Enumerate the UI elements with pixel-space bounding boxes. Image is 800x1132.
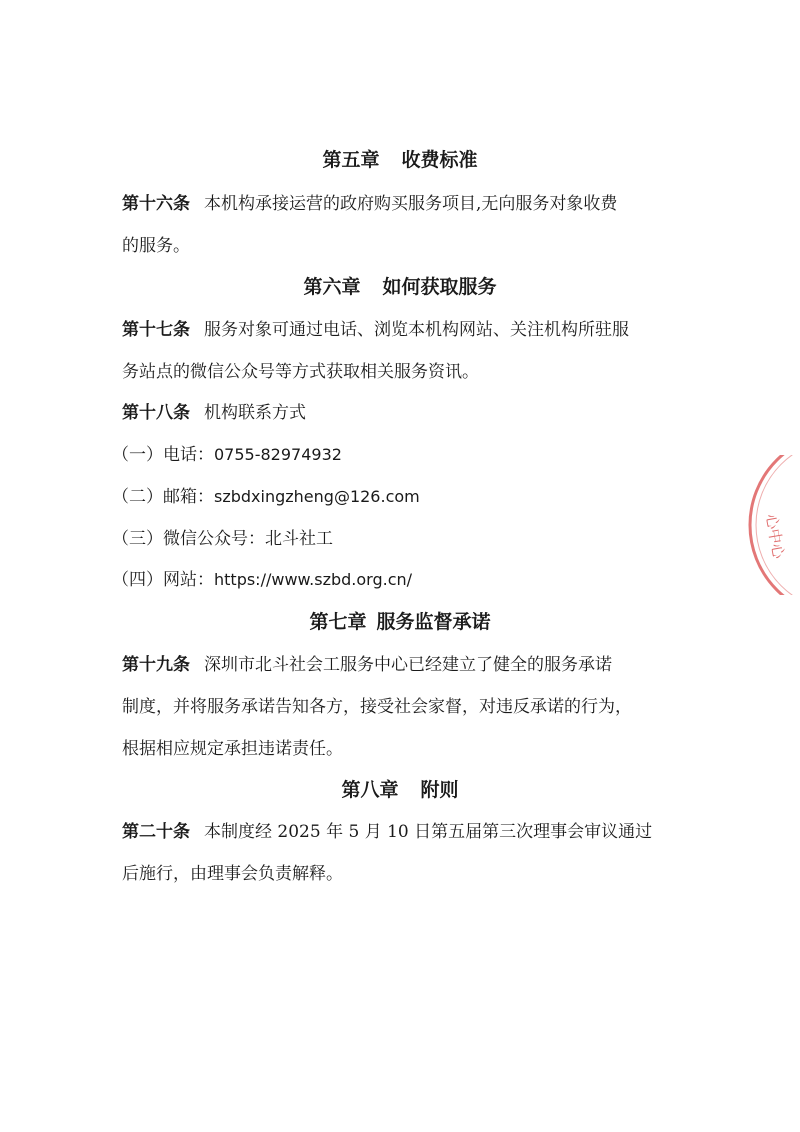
article-19-line-1 [122, 653, 612, 677]
chapter-7-heading [0, 609, 800, 635]
contact-email-label: （二）邮箱： [112, 487, 214, 507]
contact-phone-label: （一）电话： [112, 445, 214, 465]
article-19-line-3: 根据相应规定承担违诺责任。 [122, 739, 343, 759]
official-seal-stamp [742, 455, 800, 595]
seal-text: 心中心 [762, 512, 788, 561]
contact-email-value: szbdxingzheng@126.com [214, 487, 420, 506]
chapter-7-title: 服务监督承诺 [376, 611, 491, 633]
article-17-label: 第十七条 [122, 320, 190, 340]
article-16-line-1 [122, 192, 617, 216]
contact-phone-value: 0755-82974932 [214, 445, 342, 464]
article-18-line [122, 401, 306, 425]
chapter-6-title: 如何获取服务 [382, 276, 497, 298]
chapter-6-heading [0, 274, 800, 300]
chapter-8-title: 附则 [420, 779, 459, 801]
contact-phone [112, 443, 342, 467]
article-17-line-2: 务站点的微信公众号等方式获取相关服务资讯。 [122, 362, 479, 382]
article-18-label: 第十八条 [122, 403, 190, 423]
article-17-line-1 [122, 318, 629, 342]
article-20-label: 第二十条 [122, 822, 190, 842]
article-16-line-2: 的服务。 [122, 236, 190, 256]
chapter-5-title: 收费标准 [401, 149, 478, 171]
article-19-label: 第十九条 [122, 655, 190, 675]
chapter-8-number: 第八章 [341, 779, 399, 801]
contact-wechat [112, 527, 333, 551]
chapter-5-number: 第五章 [322, 149, 380, 171]
contact-wechat-value: 北斗社工 [265, 529, 333, 549]
contact-wechat-label: （三）微信公众号： [112, 529, 265, 549]
chapter-8-heading [0, 777, 800, 803]
contact-website-value: https://www.szbd.org.cn/ [214, 570, 413, 589]
article-17-text-1: 服务对象可通过电话、浏览本机构网站、关注机构所驻服 [204, 320, 629, 340]
contact-website-label: （四）网站： [112, 570, 214, 590]
chapter-5-heading [0, 147, 800, 173]
article-16-text-1: 本机构承接运营的政府购买服务项目,无向服务对象收费 [204, 194, 618, 214]
chapter-7-number: 第七章 [309, 611, 367, 633]
article-20-text-1: 本制度经 2025 年 5 月 10 日第五届第三次理事会审议通过 [204, 822, 653, 842]
article-20-line-1 [122, 820, 652, 844]
article-19-text-1: 深圳市北斗社会工服务中心已经建立了健全的服务承诺 [204, 655, 612, 675]
article-18-text: 机构联系方式 [204, 403, 306, 423]
article-19-line-2: 制度，并将服务承诺告知各方，接受社会家督，对违反承诺的行为， [122, 697, 632, 717]
chapter-6-number: 第六章 [303, 276, 361, 298]
article-20-line-2: 后施行，由理事会负责解释。 [122, 864, 343, 884]
contact-website [112, 568, 412, 592]
contact-email [112, 485, 420, 509]
article-16-label: 第十六条 [122, 194, 190, 214]
